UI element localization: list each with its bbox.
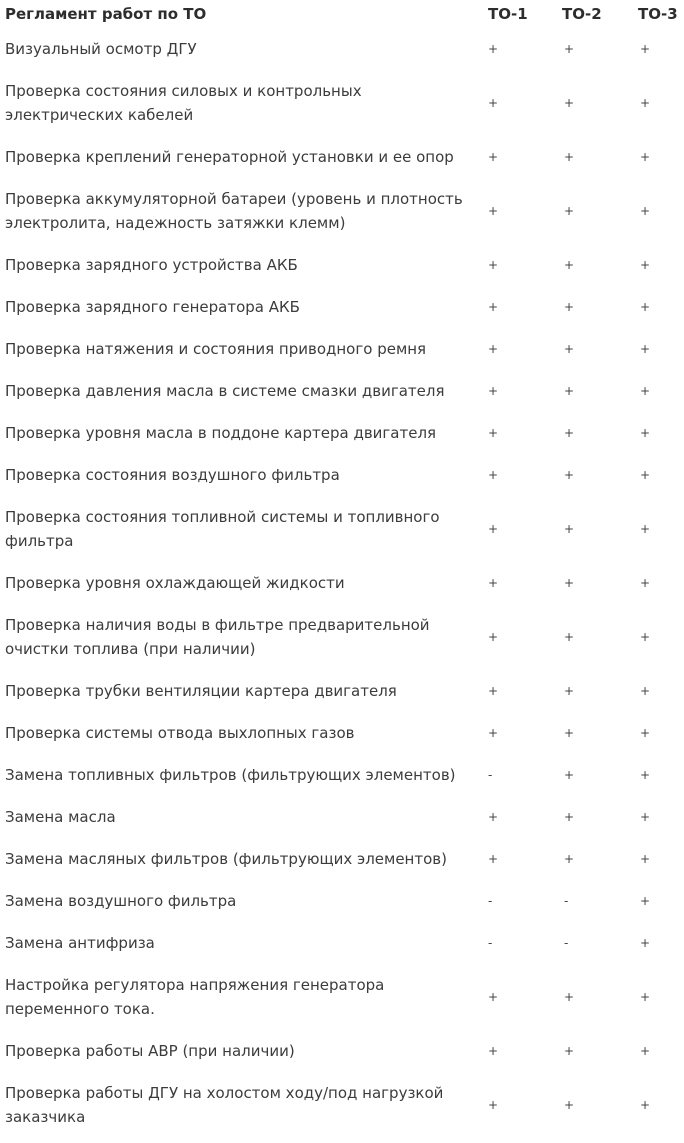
row-to3-mark: +	[640, 522, 651, 536]
row-to2-mark: +	[564, 768, 575, 782]
header-to1: ТО-1	[488, 5, 528, 23]
row-to1-mark: +	[488, 726, 499, 740]
row-name: Проверка зарядного устройства АКБ	[5, 256, 298, 274]
row-to2-mark: +	[564, 1098, 575, 1112]
row-to3-mark: +	[640, 990, 651, 1004]
row-to1-mark: +	[488, 684, 499, 698]
row-name: Проверка аккумуляторной батареи (уровень и плотность электролита, надежность затяжки клемм)	[5, 190, 463, 232]
row-to1-mark: +	[488, 96, 499, 110]
row-to3-mark: +	[640, 1098, 651, 1112]
row-to2-mark: +	[564, 1044, 575, 1058]
row-to2-mark: +	[564, 300, 575, 314]
row-name: Проверка натяжения и состояния приводного ремня	[5, 340, 427, 358]
row-name: Проверка трубки вентиляции картера двигателя	[5, 682, 397, 700]
row-to2-mark: +	[564, 990, 575, 1004]
row-to1-mark: +	[488, 522, 499, 536]
row-name: Проверка наличия воды в фильтре предварительной очистки топлива (при наличии)	[5, 616, 430, 658]
row-name: Проверка состояния воздушного фильтра	[5, 466, 340, 484]
row-to1-mark: +	[488, 852, 499, 866]
table-row	[0, 1030, 684, 1072]
row-to3-mark: +	[640, 342, 651, 356]
row-name: Проверка креплений генераторной установки и ее опор	[5, 148, 454, 166]
row-to3-mark: +	[640, 894, 651, 908]
row-to3-mark: +	[640, 1044, 651, 1058]
row-to2-mark: -	[564, 894, 569, 908]
row-to3-mark: +	[640, 96, 651, 110]
row-name: Визуальный осмотр ДГУ	[5, 40, 197, 58]
row-name: Замена антифриза	[5, 934, 155, 952]
table-row	[0, 964, 684, 1030]
row-to3-mark: +	[640, 258, 651, 272]
table-row	[0, 286, 684, 328]
row-to3-mark: +	[640, 384, 651, 398]
row-to1-mark: +	[488, 1098, 499, 1112]
row-to3-mark: +	[640, 42, 651, 56]
table-row	[0, 922, 684, 964]
row-to1-mark: +	[488, 342, 499, 356]
row-to1-mark: +	[488, 990, 499, 1004]
row-name: Замена масляных фильтров (фильтрующих элементов)	[5, 850, 447, 868]
table-row	[0, 712, 684, 754]
row-to3-mark: +	[640, 300, 651, 314]
table-row	[0, 454, 684, 496]
row-to3-mark: +	[640, 726, 651, 740]
row-to1-mark: +	[488, 300, 499, 314]
row-to3-mark: +	[640, 936, 651, 950]
row-to3-mark: +	[640, 576, 651, 590]
row-to3-mark: +	[640, 426, 651, 440]
row-to2-mark: +	[564, 522, 575, 536]
row-to2-mark: +	[564, 42, 575, 56]
row-name: Замена воздушного фильтра	[5, 892, 237, 910]
row-to1-mark: +	[488, 426, 499, 440]
row-name: Проверка состояния силовых и контрольных электрических кабелей	[5, 82, 362, 124]
table-row	[0, 838, 684, 880]
row-to2-mark: +	[564, 426, 575, 440]
row-name: Замена топливных фильтров (фильтрующих элементов)	[5, 766, 456, 784]
row-to2-mark: +	[564, 852, 575, 866]
row-to3-mark: +	[640, 204, 651, 218]
table-row	[0, 496, 684, 562]
row-name: Проверка уровня охлаждающей жидкости	[5, 574, 345, 592]
table-row	[0, 1072, 684, 1138]
table-row	[0, 328, 684, 370]
row-name: Настройка регулятора напряжения генератора переменного тока.	[5, 976, 385, 1018]
row-to2-mark: +	[564, 630, 575, 644]
table-row	[0, 754, 684, 796]
header-to2: ТО-2	[562, 5, 602, 23]
row-name: Проверка давления масла в системе смазки двигателя	[5, 382, 445, 400]
header-title: Регламент работ по ТО	[5, 5, 207, 23]
row-to1-mark: +	[488, 150, 499, 164]
table-row	[0, 244, 684, 286]
table-row	[0, 412, 684, 454]
row-to3-mark: +	[640, 468, 651, 482]
row-to1-mark: +	[488, 468, 499, 482]
table-header-row	[0, 0, 684, 28]
row-name: Проверка уровня масла в поддоне картера двигателя	[5, 424, 437, 442]
row-to2-mark: +	[564, 150, 575, 164]
row-to1-mark: +	[488, 630, 499, 644]
row-to2-mark: +	[564, 726, 575, 740]
table-row	[0, 670, 684, 712]
row-to2-mark: +	[564, 384, 575, 398]
row-to1-mark: +	[488, 576, 499, 590]
row-to1-mark: +	[488, 204, 499, 218]
row-to2-mark: +	[564, 468, 575, 482]
row-to2-mark: +	[564, 258, 575, 272]
row-to3-mark: +	[640, 684, 651, 698]
table-row	[0, 28, 684, 70]
row-name: Проверка системы отвода выхлопных газов	[5, 724, 355, 742]
table-row	[0, 562, 684, 604]
row-to3-mark: +	[640, 810, 651, 824]
row-name: Проверка работы ДГУ на холостом ходу/под нагрузкой заказчика	[5, 1084, 444, 1126]
row-to1-mark: -	[488, 894, 493, 908]
row-to2-mark: +	[564, 342, 575, 356]
table-row	[0, 136, 684, 178]
row-name: Проверка состояния топливной системы и топливного фильтра	[5, 508, 440, 550]
row-to2-mark: +	[564, 204, 575, 218]
row-to3-mark: +	[640, 630, 651, 644]
row-to3-mark: +	[640, 768, 651, 782]
row-to1-mark: +	[488, 1044, 499, 1058]
row-name: Замена масла	[5, 808, 116, 826]
row-to1-mark: -	[488, 936, 493, 950]
table-row	[0, 370, 684, 412]
row-to1-mark: +	[488, 810, 499, 824]
row-to2-mark: +	[564, 684, 575, 698]
table-row	[0, 604, 684, 670]
row-to3-mark: +	[640, 852, 651, 866]
table-row	[0, 796, 684, 838]
table-row	[0, 178, 684, 244]
header-to3: ТО-3	[638, 5, 678, 23]
row-to3-mark: +	[640, 150, 651, 164]
row-to2-mark: +	[564, 810, 575, 824]
row-name: Проверка зарядного генератора АКБ	[5, 298, 300, 316]
row-name: Проверка работы АВР (при наличии)	[5, 1042, 295, 1060]
row-to2-mark: +	[564, 576, 575, 590]
row-to1-mark: +	[488, 258, 499, 272]
row-to2-mark: +	[564, 96, 575, 110]
row-to1-mark: -	[488, 768, 493, 782]
row-to1-mark: +	[488, 384, 499, 398]
row-to1-mark: +	[488, 42, 499, 56]
table-row	[0, 880, 684, 922]
row-to2-mark: -	[564, 936, 569, 950]
table-row	[0, 70, 684, 136]
